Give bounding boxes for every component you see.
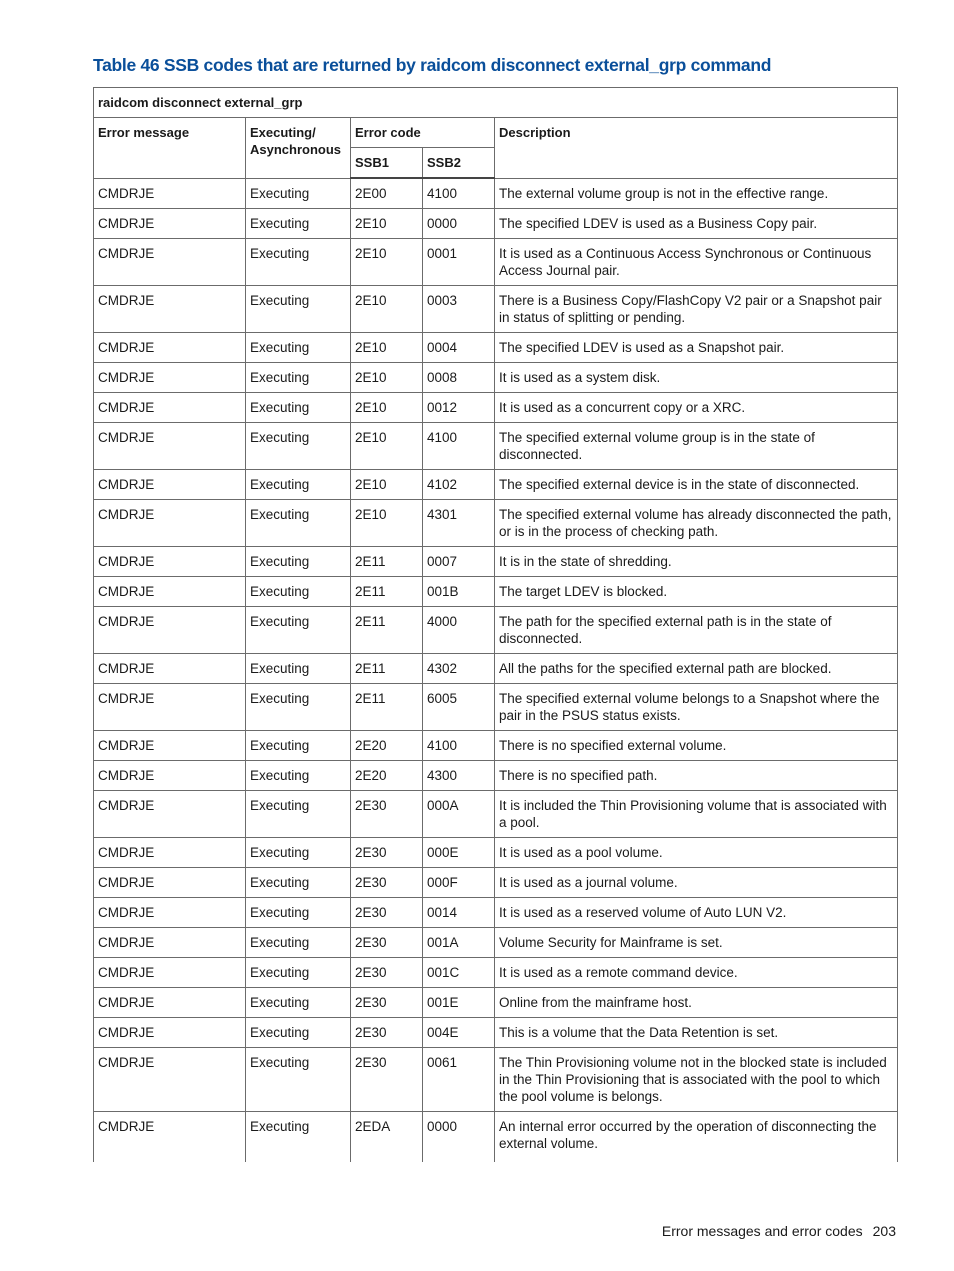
cell-ssb2: 001A <box>423 928 495 958</box>
cell-ssb1: 2E10 <box>351 423 423 470</box>
cell-executing: Executing <box>246 547 351 577</box>
cell-ssb2: 4302 <box>423 654 495 684</box>
cell-error-message: CMDRJE <box>94 731 246 761</box>
cell-error-message: CMDRJE <box>94 363 246 393</box>
cell-executing: Executing <box>246 684 351 731</box>
cell-ssb2: 001C <box>423 958 495 988</box>
ssb-codes-table <box>93 87 898 1162</box>
table-row <box>94 209 898 239</box>
cell-ssb1: 2E30 <box>351 868 423 898</box>
cell-ssb2: 0001 <box>423 239 495 286</box>
cell-description: The specified external volume belongs to a Snapshot where the pair in the PSUS status exists. <box>495 684 898 731</box>
cell-error-message: CMDRJE <box>94 239 246 286</box>
cell-ssb1: 2E30 <box>351 1018 423 1048</box>
cell-ssb2: 0007 <box>423 547 495 577</box>
cell-description: It is used as a pool volume. <box>495 838 898 868</box>
table-row <box>94 333 898 363</box>
cell-executing: Executing <box>246 1018 351 1048</box>
cell-ssb2: 4102 <box>423 470 495 500</box>
cell-ssb2: 000E <box>423 838 495 868</box>
table-row <box>94 577 898 607</box>
cell-ssb2: 4300 <box>423 761 495 791</box>
table-row <box>94 393 898 423</box>
cell-executing: Executing <box>246 928 351 958</box>
cell-description: It is in the state of shredding. <box>495 547 898 577</box>
command-header: raidcom disconnect external_grp <box>94 88 898 118</box>
cell-ssb1: 2E30 <box>351 1048 423 1112</box>
table-row <box>94 654 898 684</box>
cell-ssb1: 2E10 <box>351 239 423 286</box>
cell-executing: Executing <box>246 731 351 761</box>
cell-error-message: CMDRJE <box>94 607 246 654</box>
cell-executing: Executing <box>246 209 351 239</box>
cell-executing: Executing <box>246 393 351 423</box>
cell-ssb1: 2E20 <box>351 761 423 791</box>
cell-ssb1: 2E11 <box>351 607 423 654</box>
cell-ssb2: 000A <box>423 791 495 838</box>
table-row <box>94 500 898 547</box>
header-executing: Executing/ Asynchronous <box>246 118 351 179</box>
table-row <box>94 731 898 761</box>
cell-description: It is used as a remote command device. <box>495 958 898 988</box>
cell-description: All the paths for the specified external path are blocked. <box>495 654 898 684</box>
table-row <box>94 286 898 333</box>
cell-ssb1: 2E30 <box>351 928 423 958</box>
header-ssb1: SSB1 <box>351 148 423 179</box>
cell-error-message: CMDRJE <box>94 393 246 423</box>
table-row <box>94 898 898 928</box>
cell-ssb1: 2E30 <box>351 958 423 988</box>
cell-ssb2: 0012 <box>423 393 495 423</box>
cell-error-message: CMDRJE <box>94 500 246 547</box>
cell-ssb2: 4100 <box>423 178 495 209</box>
table-row <box>94 470 898 500</box>
cell-executing: Executing <box>246 607 351 654</box>
cell-ssb2: 0014 <box>423 898 495 928</box>
cell-ssb1: 2E10 <box>351 500 423 547</box>
cell-executing: Executing <box>246 470 351 500</box>
cell-ssb2: 000F <box>423 868 495 898</box>
table-row <box>94 928 898 958</box>
cell-error-message: CMDRJE <box>94 286 246 333</box>
cell-ssb1: 2E11 <box>351 577 423 607</box>
cell-description: It is used as a system disk. <box>495 363 898 393</box>
cell-executing: Executing <box>246 333 351 363</box>
cell-executing: Executing <box>246 423 351 470</box>
cell-error-message: CMDRJE <box>94 958 246 988</box>
cell-executing: Executing <box>246 988 351 1018</box>
cell-error-message: CMDRJE <box>94 654 246 684</box>
cell-error-message: CMDRJE <box>94 684 246 731</box>
cell-description: There is a Business Copy/FlashCopy V2 pair or a Snapshot pair in status of splitting or pending. <box>495 286 898 333</box>
header-error-message: Error message <box>94 118 246 179</box>
cell-ssb1: 2E10 <box>351 363 423 393</box>
cell-ssb1: 2E00 <box>351 178 423 209</box>
cell-ssb2: 0000 <box>423 209 495 239</box>
table-row <box>94 547 898 577</box>
cell-description: There is no specified external volume. <box>495 731 898 761</box>
table-row <box>94 684 898 731</box>
cell-description: It is used as a concurrent copy or a XRC. <box>495 393 898 423</box>
cell-error-message: CMDRJE <box>94 423 246 470</box>
cell-ssb2: 4100 <box>423 423 495 470</box>
cell-ssb1: 2E10 <box>351 209 423 239</box>
header-description: Description <box>495 118 898 179</box>
header-error-code: Error code <box>351 118 495 148</box>
cell-description: An internal error occurred by the operation of disconnecting the external volume. <box>495 1112 898 1163</box>
cell-ssb2: 001E <box>423 988 495 1018</box>
cell-ssb1: 2E30 <box>351 988 423 1018</box>
cell-error-message: CMDRJE <box>94 1048 246 1112</box>
cell-ssb2: 0061 <box>423 1048 495 1112</box>
cell-executing: Executing <box>246 791 351 838</box>
cell-description: The specified external volume group is in the state of disconnected. <box>495 423 898 470</box>
page-footer <box>662 1223 896 1239</box>
cell-ssb2: 6005 <box>423 684 495 731</box>
cell-ssb1: 2E30 <box>351 791 423 838</box>
cell-ssb1: 2EDA <box>351 1112 423 1163</box>
table-row <box>94 838 898 868</box>
header-ssb2: SSB2 <box>423 148 495 179</box>
table-row <box>94 868 898 898</box>
cell-error-message: CMDRJE <box>94 333 246 363</box>
table-row <box>94 607 898 654</box>
table-row <box>94 761 898 791</box>
cell-description: The specified external volume has already disconnected the path, or is in the process of checking path. <box>495 500 898 547</box>
cell-description: The specified external device is in the state of disconnected. <box>495 470 898 500</box>
table-row <box>94 1112 898 1163</box>
cell-executing: Executing <box>246 239 351 286</box>
cell-description: The external volume group is not in the effective range. <box>495 178 898 209</box>
cell-description: The target LDEV is blocked. <box>495 577 898 607</box>
cell-executing: Executing <box>246 178 351 209</box>
cell-ssb1: 2E10 <box>351 470 423 500</box>
cell-executing: Executing <box>246 363 351 393</box>
cell-error-message: CMDRJE <box>94 988 246 1018</box>
cell-ssb2: 0003 <box>423 286 495 333</box>
table-row <box>94 239 898 286</box>
cell-executing: Executing <box>246 1048 351 1112</box>
cell-executing: Executing <box>246 654 351 684</box>
cell-description: This is a volume that the Data Retention is set. <box>495 1018 898 1048</box>
cell-ssb2: 4000 <box>423 607 495 654</box>
cell-executing: Executing <box>246 868 351 898</box>
table-title: Table 46 SSB codes that are returned by raidcom disconnect external_grp command <box>93 55 772 75</box>
cell-error-message: CMDRJE <box>94 470 246 500</box>
cell-error-message: CMDRJE <box>94 547 246 577</box>
cell-description: The specified LDEV is used as a Business Copy pair. <box>495 209 898 239</box>
table-row <box>94 958 898 988</box>
cell-description: It is used as a reserved volume of Auto LUN V2. <box>495 898 898 928</box>
cell-description: There is no specified path. <box>495 761 898 791</box>
cell-executing: Executing <box>246 761 351 791</box>
table-row <box>94 791 898 838</box>
cell-ssb2: 4301 <box>423 500 495 547</box>
cell-executing: Executing <box>246 577 351 607</box>
page-number: 203 <box>872 1223 896 1239</box>
cell-error-message: CMDRJE <box>94 868 246 898</box>
cell-error-message: CMDRJE <box>94 178 246 209</box>
cell-ssb1: 2E11 <box>351 654 423 684</box>
cell-ssb2: 4100 <box>423 731 495 761</box>
cell-error-message: CMDRJE <box>94 898 246 928</box>
cell-error-message: CMDRJE <box>94 928 246 958</box>
cell-executing: Executing <box>246 958 351 988</box>
cell-ssb1: 2E11 <box>351 684 423 731</box>
table-row <box>94 988 898 1018</box>
cell-ssb2: 001B <box>423 577 495 607</box>
table-row <box>94 178 898 209</box>
table-row <box>94 363 898 393</box>
cell-description: Online from the mainframe host. <box>495 988 898 1018</box>
cell-description: The Thin Provisioning volume not in the blocked state is included in the Thin Provisioning that is associated with the pool to which the pool volume is belongs. <box>495 1048 898 1112</box>
cell-description: It is used as a Continuous Access Synchronous or Continuous Access Journal pair. <box>495 239 898 286</box>
cell-executing: Executing <box>246 500 351 547</box>
cell-ssb1: 2E10 <box>351 333 423 363</box>
cell-error-message: CMDRJE <box>94 1018 246 1048</box>
cell-description: It is used as a journal volume. <box>495 868 898 898</box>
cell-ssb1: 2E30 <box>351 838 423 868</box>
cell-executing: Executing <box>246 838 351 868</box>
cell-ssb1: 2E10 <box>351 286 423 333</box>
table-body <box>94 178 898 1162</box>
cell-error-message: CMDRJE <box>94 577 246 607</box>
cell-executing: Executing <box>246 1112 351 1163</box>
cell-error-message: CMDRJE <box>94 209 246 239</box>
cell-ssb1: 2E10 <box>351 393 423 423</box>
footer-section-title: Error messages and error codes <box>661 1223 863 1239</box>
cell-ssb2: 0000 <box>423 1112 495 1163</box>
cell-ssb2: 0008 <box>423 363 495 393</box>
cell-ssb1: 2E20 <box>351 731 423 761</box>
cell-ssb2: 0004 <box>423 333 495 363</box>
cell-ssb1: 2E30 <box>351 898 423 928</box>
cell-error-message: CMDRJE <box>94 791 246 838</box>
cell-executing: Executing <box>246 286 351 333</box>
cell-error-message: CMDRJE <box>94 1112 246 1163</box>
cell-description: The path for the specified external path is in the state of disconnected. <box>495 607 898 654</box>
table-row <box>94 423 898 470</box>
cell-description: The specified LDEV is used as a Snapshot pair. <box>495 333 898 363</box>
cell-error-message: CMDRJE <box>94 838 246 868</box>
table-row <box>94 1018 898 1048</box>
cell-description: It is included the Thin Provisioning volume that is associated with a pool. <box>495 791 898 838</box>
cell-executing: Executing <box>246 898 351 928</box>
cell-error-message: CMDRJE <box>94 761 246 791</box>
table-row <box>94 1048 898 1112</box>
cell-description: Volume Security for Mainframe is set. <box>495 928 898 958</box>
cell-ssb2: 004E <box>423 1018 495 1048</box>
cell-ssb1: 2E11 <box>351 547 423 577</box>
